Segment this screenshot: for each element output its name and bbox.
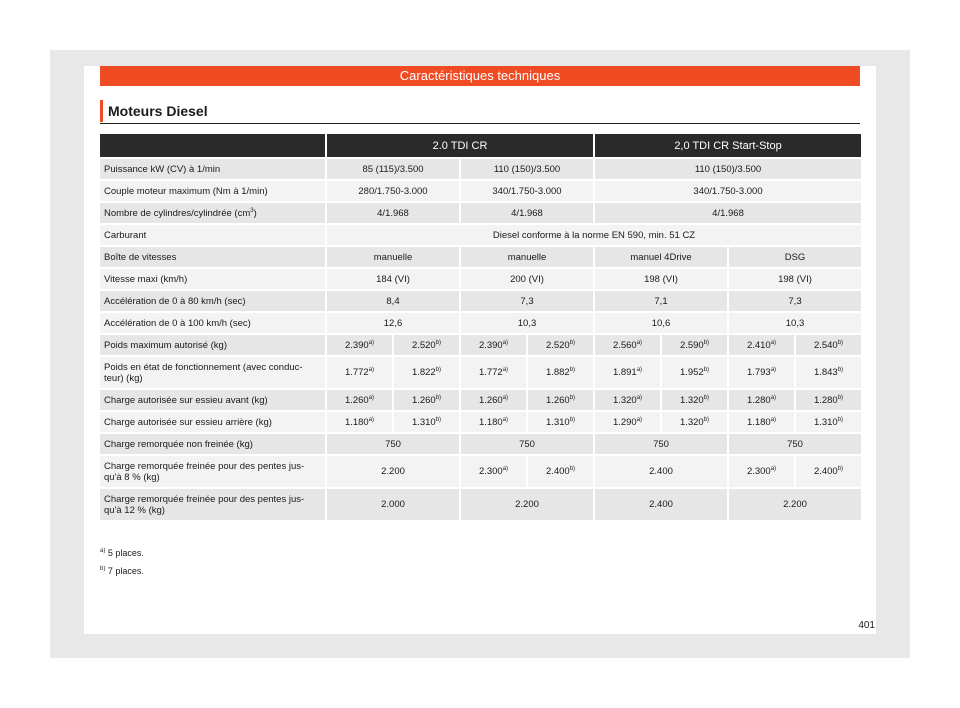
row-label: Charge remorquée freinée pour des pentes jus- qu'à 8 % (kg) bbox=[100, 456, 325, 487]
table-cell: 1.822$^{b)}$ bbox=[392, 357, 459, 388]
table-row bbox=[100, 434, 861, 454]
table-cell: 750 bbox=[727, 434, 861, 454]
table-cell: 2.390$^{a)}$ bbox=[459, 335, 526, 355]
table-cell: 1.180$^{a)}$ bbox=[325, 412, 392, 432]
table-row bbox=[100, 203, 861, 223]
superscript: 3 bbox=[250, 207, 254, 214]
table-row bbox=[100, 412, 861, 432]
table-cell: 2.590$^{b)}$ bbox=[660, 335, 727, 355]
table-cell: 2.000 bbox=[325, 489, 459, 520]
section-title: Moteurs Diesel bbox=[108, 103, 208, 119]
table-cell: 2.200 bbox=[325, 456, 459, 487]
table-cell: 7,3 bbox=[727, 291, 861, 311]
table-cell: 2.390$^{a)}$ bbox=[325, 335, 392, 355]
table-cell: 750 bbox=[325, 434, 459, 454]
table-cell: 2.400$^{b)}$ bbox=[526, 456, 593, 487]
table-cell: 1.260$^{a)}$ bbox=[325, 390, 392, 410]
table-header-row bbox=[100, 134, 861, 157]
row-label: Couple moteur maximum (Nm à 1/min) bbox=[100, 181, 325, 201]
table-cell: 1.260$^{b)}$ bbox=[392, 390, 459, 410]
table-cell: 10,6 bbox=[593, 313, 727, 333]
table-cell: 1.891$^{a)}$ bbox=[593, 357, 660, 388]
table-cell: DSG bbox=[727, 247, 861, 267]
table-cell: manuelle bbox=[459, 247, 593, 267]
table-cell: 1.843$^{b)}$ bbox=[794, 357, 861, 388]
table-cell: 7,3 bbox=[459, 291, 593, 311]
table-cell: 1.320$^{a)}$ bbox=[593, 390, 660, 410]
table-cell: 2.520$^{b)}$ bbox=[526, 335, 593, 355]
table-cell: 184 (VI) bbox=[325, 269, 459, 289]
table-cell: 1.310$^{b)}$ bbox=[392, 412, 459, 432]
table-row bbox=[100, 159, 861, 179]
table-cell: 2.400 bbox=[593, 489, 727, 520]
table-cell: 2.560$^{a)}$ bbox=[593, 335, 660, 355]
row-label: Carburant bbox=[100, 225, 325, 245]
table-cell: 2.300$^{a)}$ bbox=[727, 456, 794, 487]
table-cell: 340/1.750-3.000 bbox=[459, 181, 593, 201]
table-cell: 1.260$^{b)}$ bbox=[526, 390, 593, 410]
row-label: Charge remorquée freinée pour des pentes jus- qu'à 12 % (kg) bbox=[100, 489, 325, 520]
table-cell: 280/1.750-3.000 bbox=[325, 181, 459, 201]
header-empty-cell bbox=[100, 134, 325, 157]
table-cell: 1.280$^{a)}$ bbox=[727, 390, 794, 410]
table-cell: 340/1.750-3.000 bbox=[593, 181, 861, 201]
table-cell: 10,3 bbox=[727, 313, 861, 333]
diesel-specs-table bbox=[100, 132, 861, 522]
row-label: Charge remorquée non freinée (kg) bbox=[100, 434, 325, 454]
table-cell: 2.540$^{b)}$ bbox=[794, 335, 861, 355]
table-row bbox=[100, 489, 861, 520]
table-cell: 7,1 bbox=[593, 291, 727, 311]
table-cell: 110 (150)/3.500 bbox=[459, 159, 593, 179]
footnote-a: $^{a)}$ 5 places. bbox=[100, 548, 144, 558]
table-cell: 2.400 bbox=[593, 456, 727, 487]
table-cell: 4/1.968 bbox=[325, 203, 459, 223]
table-row bbox=[100, 269, 861, 289]
table-cell: 110 (150)/3.500 bbox=[593, 159, 861, 179]
table-cell: 2.300$^{a)}$ bbox=[459, 456, 526, 487]
row-label: Poids maximum autorisé (kg) bbox=[100, 335, 325, 355]
table-row bbox=[100, 225, 861, 245]
table-cell: 200 (VI) bbox=[459, 269, 593, 289]
row-label: Boîte de vitesses bbox=[100, 247, 325, 267]
table-cell: 1.310$^{b)}$ bbox=[526, 412, 593, 432]
table-cell: 750 bbox=[459, 434, 593, 454]
table-cell: 2.200 bbox=[459, 489, 593, 520]
table-cell: 10,3 bbox=[459, 313, 593, 333]
row-label: Vitesse maxi (km/h) bbox=[100, 269, 325, 289]
footnote-b: $^{b)}$ 7 places. bbox=[100, 566, 144, 576]
row-label: Accélération de 0 à 80 km/h (sec) bbox=[100, 291, 325, 311]
row-label: Accélération de 0 à 100 km/h (sec) bbox=[100, 313, 325, 333]
table-row bbox=[100, 313, 861, 333]
table-cell: 1.310$^{b)}$ bbox=[794, 412, 861, 432]
table-cell: 2.520$^{b)}$ bbox=[392, 335, 459, 355]
table-cell: 12,6 bbox=[325, 313, 459, 333]
table-cell: Diesel conforme à la norme EN 590, min. 51 CZ bbox=[325, 225, 861, 245]
table-cell: 2.200 bbox=[727, 489, 861, 520]
table-cell: 8,4 bbox=[325, 291, 459, 311]
table-row bbox=[100, 456, 861, 487]
table-cell: 4/1.968 bbox=[593, 203, 861, 223]
row-label bbox=[100, 203, 325, 223]
table-cell: 198 (VI) bbox=[593, 269, 727, 289]
table-cell: 4/1.968 bbox=[459, 203, 593, 223]
header-engine-1: 2.0 TDI CR bbox=[325, 134, 593, 157]
section-divider bbox=[100, 123, 860, 124]
table-cell: 750 bbox=[593, 434, 727, 454]
table-cell: 198 (VI) bbox=[727, 269, 861, 289]
table-cell: 1.772$^{a)}$ bbox=[459, 357, 526, 388]
row-label-end: ) bbox=[253, 207, 257, 219]
table-cell: 1.260$^{a)}$ bbox=[459, 390, 526, 410]
table-row bbox=[100, 357, 861, 388]
table-row bbox=[100, 291, 861, 311]
table-row bbox=[100, 247, 861, 267]
table-row bbox=[100, 335, 861, 355]
row-label: Charge autorisée sur essieu avant (kg) bbox=[100, 390, 325, 410]
table-cell: manuelle bbox=[325, 247, 459, 267]
table-cell: 1.320$^{b)}$ bbox=[660, 412, 727, 432]
chapter-banner: Caractéristiques techniques bbox=[100, 66, 860, 86]
table-cell: 1.772$^{a)}$ bbox=[325, 357, 392, 388]
table-cell: 1.952$^{b)}$ bbox=[660, 357, 727, 388]
table-cell: 1.793$^{a)}$ bbox=[727, 357, 794, 388]
table-row bbox=[100, 390, 861, 410]
table-cell: 1.290$^{a)}$ bbox=[593, 412, 660, 432]
row-label: Puissance kW (CV) à 1/min bbox=[100, 159, 325, 179]
table-cell: 2.400$^{b)}$ bbox=[794, 456, 861, 487]
section-accent-bar bbox=[100, 100, 103, 122]
table-cell: 1.180$^{a)}$ bbox=[727, 412, 794, 432]
table-row bbox=[100, 181, 861, 201]
page-number: 401 bbox=[858, 620, 875, 631]
table-cell: 1.180$^{a)}$ bbox=[459, 412, 526, 432]
table-cell: 85 (115)/3.500 bbox=[325, 159, 459, 179]
row-label: Poids en état de fonctionnement (avec conduc- teur) (kg) bbox=[100, 357, 325, 388]
header-engine-2: 2,0 TDI CR Start-Stop bbox=[593, 134, 861, 157]
table-cell: 1.320$^{b)}$ bbox=[660, 390, 727, 410]
table-cell: manuel 4Drive bbox=[593, 247, 727, 267]
row-label-text: Nombre de cylindres/cylindrée (cm bbox=[104, 207, 251, 219]
table-cell: 2.410$^{a)}$ bbox=[727, 335, 794, 355]
table-cell: 1.280$^{b)}$ bbox=[794, 390, 861, 410]
row-label: Charge autorisée sur essieu arrière (kg) bbox=[100, 412, 325, 432]
table-cell: 1.882$^{b)}$ bbox=[526, 357, 593, 388]
